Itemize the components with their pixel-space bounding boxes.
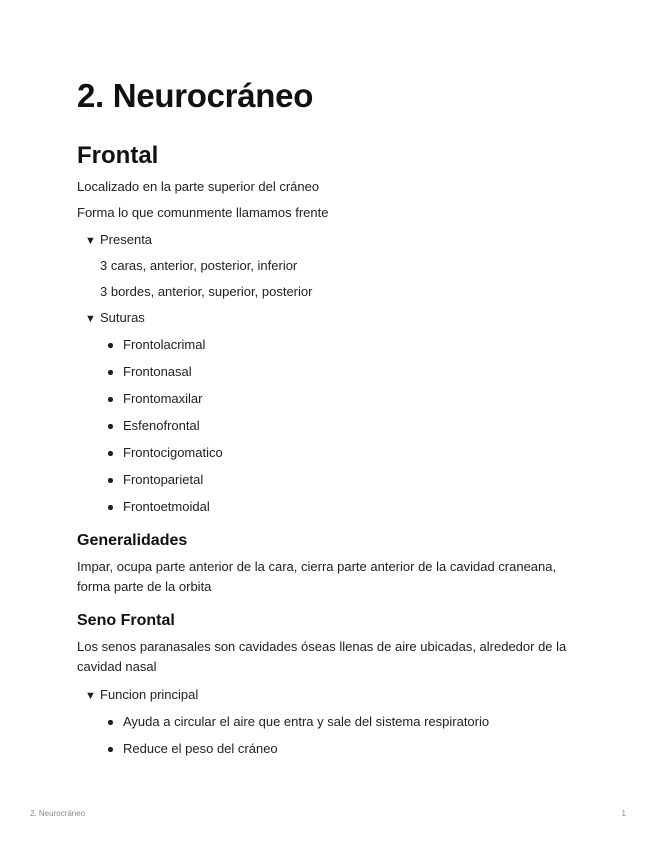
list-item: Reduce el peso del cráneo [100,739,489,766]
section-heading-frontal: Frontal [77,142,159,169]
list-item: Ayuda a circular el aire que entra y sale del sistema respiratorio [100,712,489,739]
intro-line-2: Forma lo que comunmente llamamos frente [77,205,329,220]
list-item: Frontomaxilar [100,389,223,416]
seno-text: Los senos paranasales son cavidades óseas llenas de aire ubicadas, alrededor de la cavidad nasal [77,639,567,674]
presenta-item-1: 3 caras, anterior, posterior, inferior [100,258,298,273]
list-item: Esfenofrontal [100,416,223,443]
heading-seno-frontal: Seno Frontal [77,612,175,629]
toggle-suturas[interactable] [85,308,145,329]
funcion-list [100,712,489,766]
generalidades-text: Impar, ocupa parte anterior de la cara, cierra parte anterior de la cavidad craneana, forma parte de la orbita [77,559,557,594]
list-item: Frontocigomatico [100,443,223,470]
page-title: 2. Neurocráneo [77,77,314,114]
list-item: Frontolacrimal [100,335,223,362]
toggle-triangle-icon: ▼ [85,690,96,702]
toggle-presenta[interactable] [85,230,152,251]
toggle-triangle-icon: ▼ [85,235,96,247]
footer-title: 2. Neurocráneo [30,809,86,818]
toggle-suturas-label: Suturas [100,310,145,325]
suturas-list [100,335,223,524]
toggle-funcion-label: Funcion principal [100,687,199,702]
page-number: 1 [621,809,626,818]
toggle-presenta-label: Presenta [100,232,153,247]
list-item: Frontoparietal [100,470,223,497]
list-item: Frontoetmoidal [100,497,223,524]
intro-line-1: Localizado en la parte superior del cráneo [77,179,320,194]
toggle-triangle-icon: ▼ [85,313,96,325]
heading-generalidades: Generalidades [77,532,188,549]
list-item: Frontonasal [100,362,223,389]
toggle-funcion-principal[interactable] [85,685,198,706]
presenta-item-2: 3 bordes, anterior, superior, posterior [100,284,313,299]
